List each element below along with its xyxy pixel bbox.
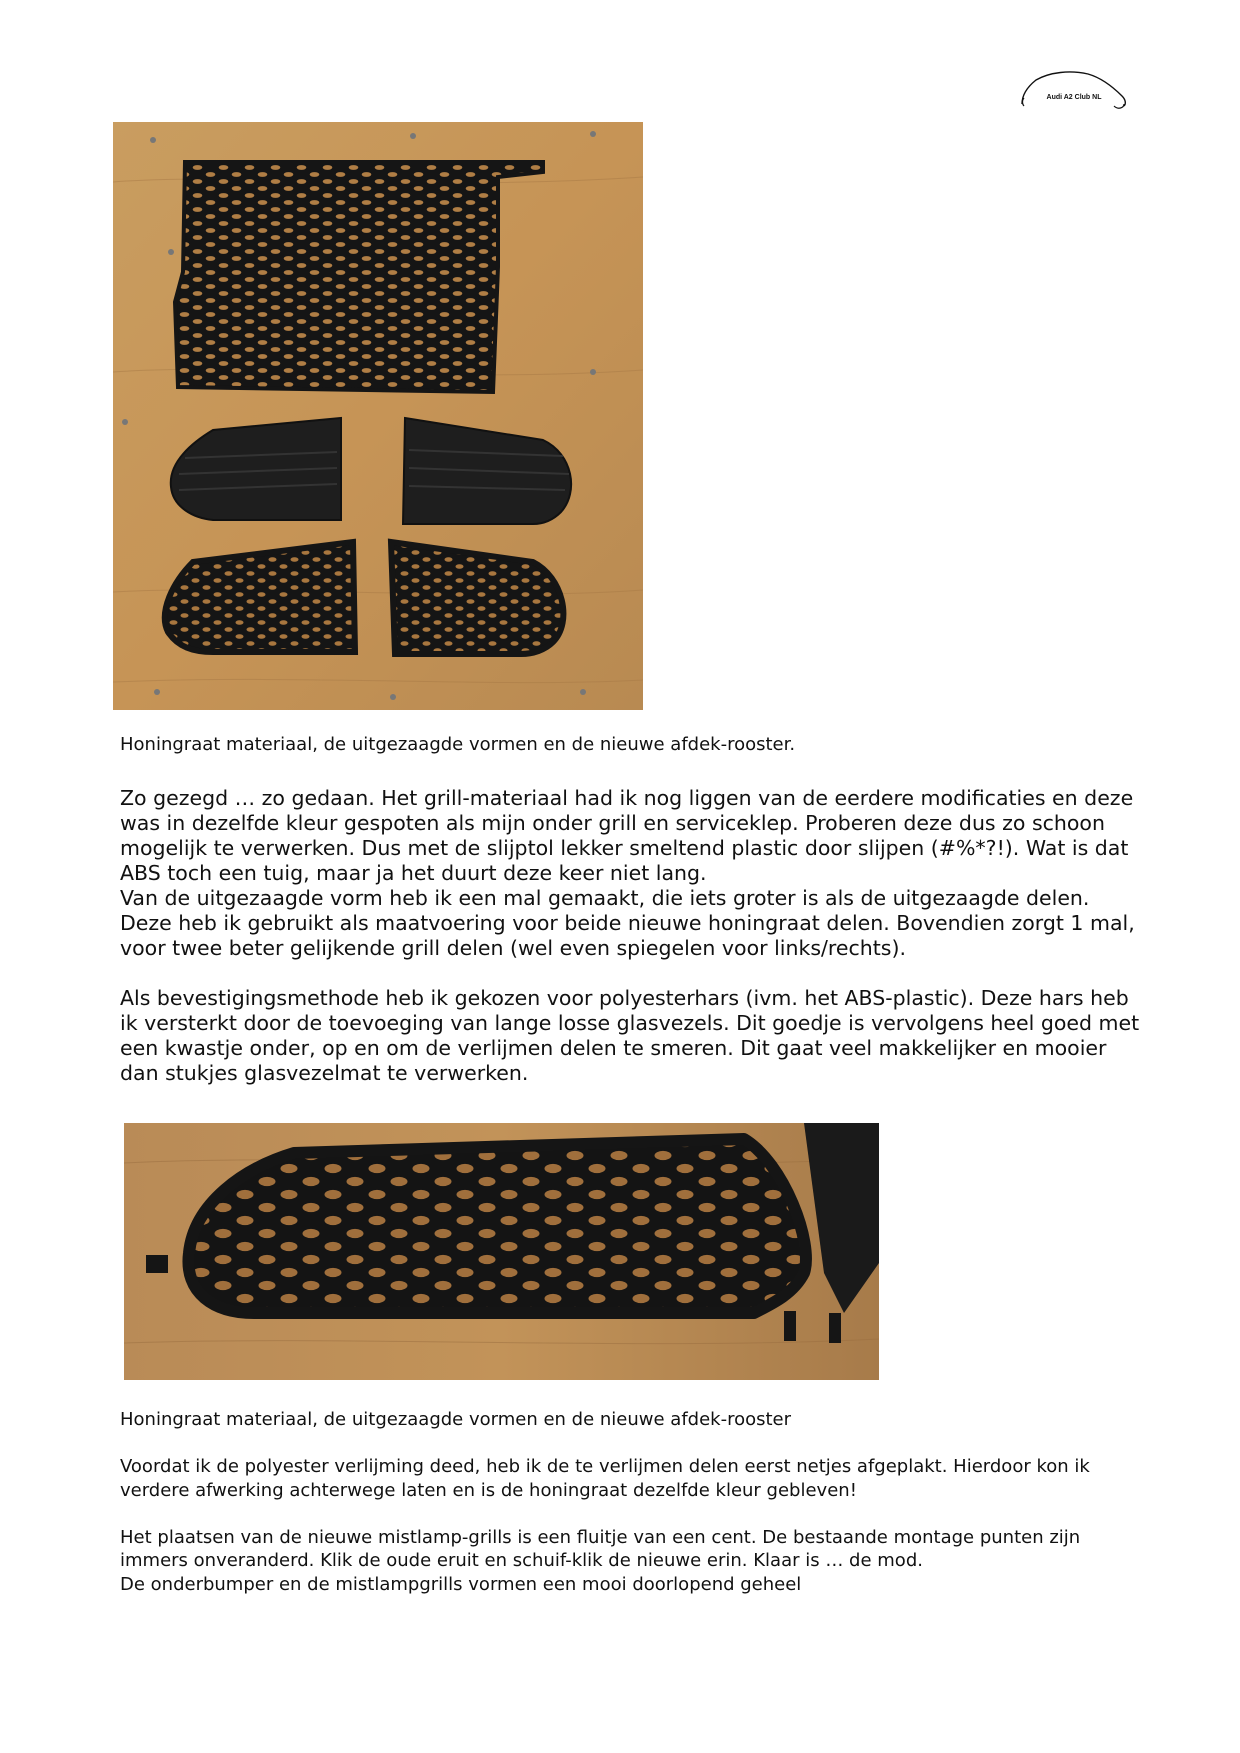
figure-caption-1: Honingraat materiaal, de uitgezaagde vormen en de nieuwe afdek-rooster. bbox=[120, 734, 796, 755]
paragraph: De onderbumper en de mistlampgrills vormen een mooi doorlopend geheel bbox=[120, 1573, 802, 1595]
figure-caption-2: Honingraat materiaal, de uitgezaagde vormen en de nieuwe afdek-rooster bbox=[120, 1409, 792, 1430]
article-section-1 bbox=[120, 786, 1140, 1086]
paragraph: Voordat ik de polyester verlijming deed, heb ik de te verlijmen delen eerst netjes afgeplakt. Hierdoor kon ik verdere afwerking achterwege laten en is de honingraat dezelfde kleur gebleven! bbox=[120, 1456, 1090, 1501]
logo-text: Audi A2 Club NL bbox=[1046, 94, 1102, 101]
paragraph: Zo gezegd … zo gedaan. Het grill-materiaal had ik nog liggen van de eerdere modificaties en deze was in dezelfde kleur gespoten als mijn onder grill en serviceklep. Proberen deze dus zo schoon mogelijk te verwerken. Dus met de slijptol lekker smeltend plastic door slijpen (#%*?!). Wat is dat ABS toch een tuig, maar ja het duurt deze keer niet lang. bbox=[120, 786, 1134, 885]
honeycomb-material-and-cut-shapes-photo bbox=[113, 122, 643, 710]
car-silhouette-icon bbox=[1018, 66, 1130, 118]
finished-honeycomb-grill-photo bbox=[124, 1123, 879, 1380]
paragraph: Het plaatsen van de nieuwe mistlamp-grills is een fluitje van een cent. De bestaande montage punten zijn immers onveranderd. Klik de oude eruit en schuif-klik de nieuwe erin. Klaar is … de mod. bbox=[120, 1526, 1081, 1571]
article-section-2 bbox=[120, 1455, 1140, 1596]
paragraph: Als bevestigingsmethode heb ik gekozen voor polyesterhars (ivm. het ABS-plastic). Deze hars heb ik versterkt door de toevoeging van lange losse glasvezels. Dit goedje is vervolgens heel goed met een kwastje onder, op en om de verlijmen delen te smeren. Dit gaat veel makkelijker en mooier dan stukjes glasvezelmat te verwerken. bbox=[120, 986, 1140, 1085]
paragraph: Van de uitgezaagde vorm heb ik een mal gemaakt, die iets groter is als de uitgezaagde delen. Deze heb ik gebruikt als maatvoering voor beide nieuwe honingraat delen. Bovendien zorgt 1 mal, voor twee beter gelijkende grill delen (wel even spiegelen voor links/rechts). bbox=[120, 886, 1135, 960]
club-logo bbox=[1018, 66, 1130, 118]
